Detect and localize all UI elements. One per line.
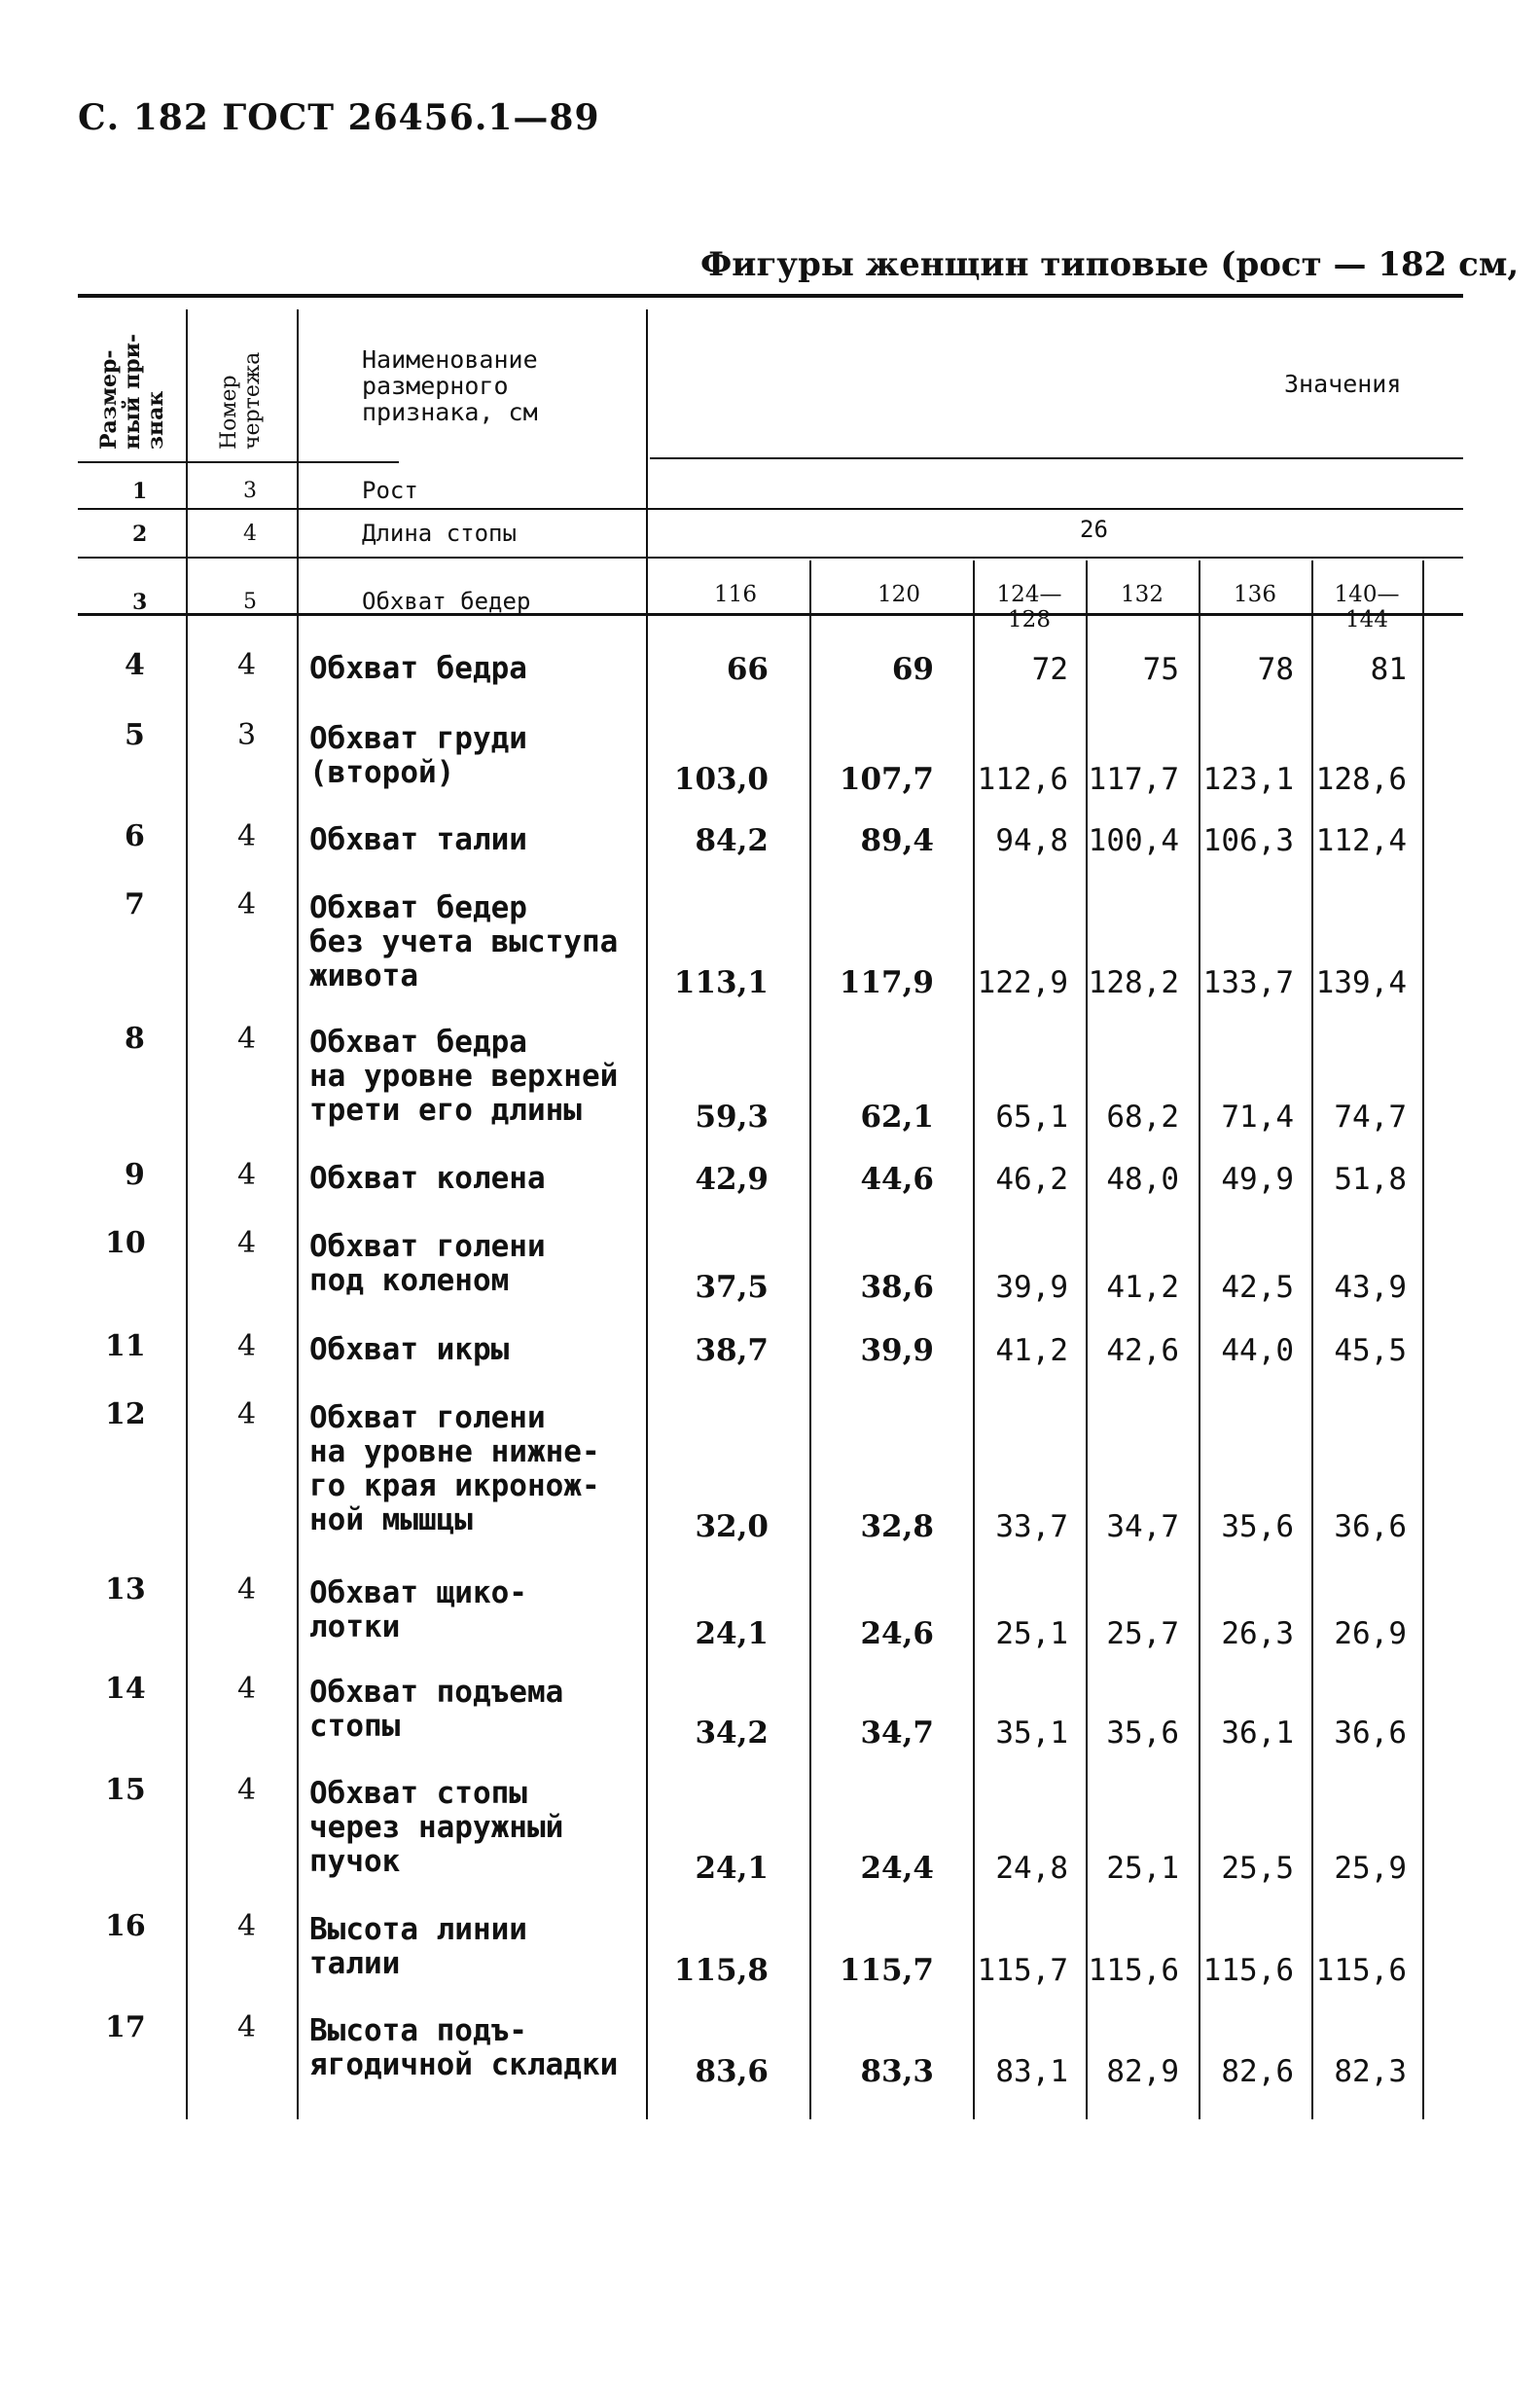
row-value-2: 25,1 [995, 1616, 1068, 1651]
row-value-1: 83,3 [860, 2054, 934, 2089]
row-value-4: 82,6 [1221, 2054, 1294, 2089]
row-value-3: 42,6 [1106, 1333, 1179, 1368]
row-value-2: 94,8 [995, 823, 1068, 858]
row-name: Обхват талии [309, 822, 527, 857]
row-value-2: 83,1 [995, 2054, 1068, 2089]
row-value-5: 43,9 [1334, 1270, 1407, 1305]
row-drawing: 4 [237, 1572, 257, 1607]
row-drawing: 4 [237, 2010, 257, 2044]
row-drawing: 4 [237, 1022, 257, 1056]
val-divider-1 [809, 560, 811, 2119]
row-name: Обхват икры [309, 1332, 510, 1367]
row-drawing: 4 [237, 819, 257, 853]
row-value-2: 46,2 [995, 1162, 1068, 1197]
header-row-name: Длина стопы [362, 520, 517, 547]
row-value-5: 81 [1370, 652, 1407, 687]
row-value-3: 25,1 [1106, 1851, 1179, 1886]
row-value-4: 42,5 [1221, 1270, 1294, 1305]
row-value-5: 51,8 [1334, 1162, 1407, 1197]
row-value-1: 24,6 [860, 1616, 934, 1651]
row-value-2: 35,1 [995, 1716, 1068, 1751]
row-value-1: 62,1 [860, 1100, 934, 1135]
row-value-0: 38,7 [695, 1333, 769, 1368]
header-row-name: Рост [362, 477, 418, 504]
row-value-1: 115,7 [839, 1953, 934, 1988]
table-title: Фигуры женщин типовые (рост — 182 см, [700, 245, 1520, 284]
row-value-4: 36,1 [1221, 1716, 1294, 1751]
row-value-2: 65,1 [995, 1100, 1068, 1135]
row-name: Обхват голени под коленом [309, 1229, 546, 1298]
row-number: 16 [105, 1909, 146, 1943]
header-row-name: Обхват бедер [362, 588, 531, 615]
row-number: 15 [105, 1773, 146, 1807]
col-divider-2 [297, 309, 299, 2119]
row-name: Обхват колена [309, 1161, 546, 1196]
header-row-drawing: 5 [243, 590, 257, 614]
header-row-number: 1 [132, 479, 148, 504]
row-value-3: 128,2 [1088, 965, 1179, 1000]
row-value-3: 75 [1142, 652, 1179, 687]
row-value-2: 39,9 [995, 1270, 1068, 1305]
size-header-5: 140—144 [1334, 582, 1400, 632]
header-row-drawing: 3 [243, 479, 257, 503]
row-number: 11 [105, 1329, 146, 1363]
row-name: Высота подъ- ягодичной складки [309, 2013, 619, 2082]
row-value-3: 25,7 [1106, 1616, 1179, 1651]
row-value-3: 41,2 [1106, 1270, 1179, 1305]
header-row-value: 26 [1080, 516, 1108, 543]
row-value-3: 100,4 [1088, 823, 1179, 858]
row-number: 10 [105, 1226, 146, 1260]
row-value-0: 24,1 [695, 1851, 769, 1886]
row-value-1: 34,7 [860, 1716, 934, 1751]
row-value-3: 82,9 [1106, 2054, 1179, 2089]
header-row-drawing: 4 [243, 522, 257, 546]
row-name: Обхват щико- лотки [309, 1575, 527, 1644]
row-name: Обхват груди (второй) [309, 721, 527, 790]
row-value-0: 42,9 [695, 1162, 769, 1197]
header-values: Значения [1284, 370, 1402, 398]
row-name: Обхват бедер без учета выступа живота [309, 890, 619, 993]
row-number: 6 [125, 819, 145, 853]
row-value-5: 36,6 [1334, 1509, 1407, 1544]
row-value-2: 122,9 [977, 965, 1068, 1000]
row-value-0: 115,8 [673, 1953, 769, 1988]
row-value-3: 34,7 [1106, 1509, 1179, 1544]
row-number: 8 [125, 1022, 145, 1056]
row-drawing: 4 [237, 648, 257, 682]
row-value-4: 71,4 [1221, 1100, 1294, 1135]
row-value-1: 44,6 [860, 1162, 934, 1197]
row-drawing: 4 [237, 1397, 257, 1431]
row-number: 4 [125, 648, 145, 682]
row-value-1: 38,6 [860, 1270, 934, 1305]
row-drawing: 4 [237, 887, 257, 921]
row-number: 12 [105, 1397, 146, 1431]
row-value-1: 117,9 [839, 965, 934, 1000]
row-number: 17 [105, 2010, 146, 2044]
row-value-0: 66 [726, 652, 769, 687]
col-divider-3 [646, 309, 648, 2119]
row-drawing: 4 [237, 1329, 257, 1363]
row-value-5: 128,6 [1315, 762, 1407, 797]
row2-rule [78, 557, 1463, 559]
row-value-4: 26,3 [1221, 1616, 1294, 1651]
row-number: 7 [125, 887, 145, 921]
row-value-0: 103,0 [673, 762, 769, 797]
row-value-5: 74,7 [1334, 1100, 1407, 1135]
row-value-5: 26,9 [1334, 1616, 1407, 1651]
size-header-4: 136 [1234, 582, 1276, 607]
header-bottom-rule [78, 461, 399, 463]
page-header: С. 182 ГОСТ 26456.1—89 [78, 97, 600, 138]
row-value-5: 82,3 [1334, 2054, 1407, 2089]
row-value-1: 89,4 [860, 823, 934, 858]
row-value-1: 32,8 [860, 1509, 934, 1544]
row-value-1: 39,9 [860, 1333, 934, 1368]
row-drawing: 4 [237, 1226, 257, 1260]
row-number: 13 [105, 1572, 146, 1607]
row-value-4: 78 [1257, 652, 1294, 687]
row-drawing: 3 [237, 718, 257, 752]
row-value-2: 72 [1031, 652, 1068, 687]
size-header-1: 120 [877, 582, 920, 607]
header-row-number: 3 [132, 590, 148, 615]
row-value-2: 41,2 [995, 1333, 1068, 1368]
row-value-2: 33,7 [995, 1509, 1068, 1544]
row1-rule [78, 508, 1463, 510]
row-drawing: 4 [237, 1672, 257, 1706]
row-number: 5 [125, 718, 145, 752]
row-value-0: 34,2 [695, 1716, 769, 1751]
row-value-2: 112,6 [977, 762, 1068, 797]
size-header-2: 124—128 [996, 582, 1062, 632]
row-value-0: 113,1 [673, 965, 769, 1000]
table-top-rule [78, 294, 1463, 298]
row-value-3: 117,7 [1088, 762, 1179, 797]
row-value-1: 24,4 [860, 1851, 934, 1886]
size-header-3: 132 [1121, 582, 1164, 607]
row3-rule [78, 613, 1463, 616]
row-value-5: 45,5 [1334, 1333, 1407, 1368]
row-name: Высота линии талии [309, 1912, 527, 1981]
row-value-0: 59,3 [695, 1100, 769, 1135]
row-value-5: 25,9 [1334, 1851, 1407, 1886]
row-number: 14 [105, 1672, 146, 1706]
row-value-5: 139,4 [1315, 965, 1407, 1000]
row-value-3: 35,6 [1106, 1716, 1179, 1751]
row-value-4: 44,0 [1221, 1333, 1294, 1368]
row-value-4: 106,3 [1202, 823, 1294, 858]
row-value-1: 69 [891, 652, 934, 687]
row-drawing: 4 [237, 1909, 257, 1943]
row-drawing: 4 [237, 1158, 257, 1192]
col-divider-1 [186, 309, 188, 2119]
row-value-4: 35,6 [1221, 1509, 1294, 1544]
row-value-0: 37,5 [695, 1270, 769, 1305]
row-name: Обхват стопы через наружный пучок [309, 1776, 564, 1879]
row-value-0: 84,2 [695, 823, 769, 858]
row-value-5: 112,4 [1315, 823, 1407, 858]
row-value-3: 68,2 [1106, 1100, 1179, 1135]
row-value-2: 115,7 [977, 1953, 1068, 1988]
row-name: Обхват голени на уровне нижне- го края икронож- ной мышцы [309, 1400, 600, 1537]
row-drawing: 4 [237, 1773, 257, 1807]
row-value-4: 25,5 [1221, 1851, 1294, 1886]
header-size-feature: Размер-ный при-знак [96, 333, 168, 450]
header-row-number: 2 [132, 522, 148, 547]
row-value-4: 123,1 [1202, 762, 1294, 797]
header-feature-name: Наименование размерного признака, см [362, 345, 538, 426]
header-drawing-number: Номер чертежа [217, 351, 265, 450]
row-value-4: 133,7 [1202, 965, 1294, 1000]
row-value-4: 49,9 [1221, 1162, 1294, 1197]
row-value-3: 48,0 [1106, 1162, 1179, 1197]
row-value-5: 115,6 [1315, 1953, 1407, 1988]
row-value-5: 36,6 [1334, 1716, 1407, 1751]
size-header-0: 116 [714, 582, 757, 607]
val-divider-6 [1422, 560, 1424, 2119]
row-value-0: 32,0 [695, 1509, 769, 1544]
row-name: Обхват подъема стопы [309, 1675, 564, 1744]
row-value-3: 115,6 [1088, 1953, 1179, 1988]
values-header-rule [650, 457, 1463, 459]
row-value-2: 24,8 [995, 1851, 1068, 1886]
row-value-0: 83,6 [695, 2054, 769, 2089]
row-number: 9 [125, 1158, 145, 1192]
row-name: Обхват бедра [309, 651, 527, 686]
row-value-4: 115,6 [1202, 1953, 1294, 1988]
row-value-0: 24,1 [695, 1616, 769, 1651]
row-value-1: 107,7 [839, 762, 934, 797]
row-name: Обхват бедра на уровне верхней трети его длины [309, 1025, 619, 1128]
